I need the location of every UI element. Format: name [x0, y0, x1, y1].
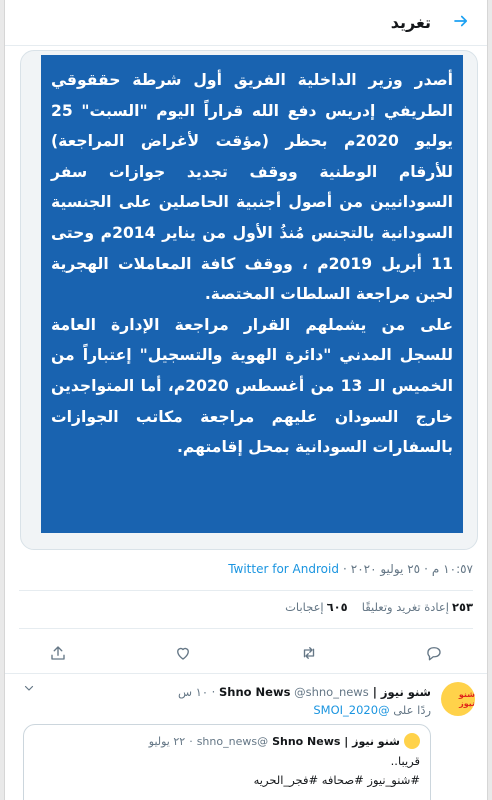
back-arrow-icon[interactable] [449, 11, 473, 35]
tweet-page [4, 0, 488, 800]
meta-separator: · [342, 562, 347, 576]
quote-avatar [404, 733, 420, 749]
page-title: تغريد [390, 13, 431, 32]
tweet-client-link[interactable]: Twitter for Android [228, 562, 339, 576]
quote-hashtags: #شنو_نيوز #صحافه #فجر_الحريه [253, 773, 420, 787]
reply-header [178, 685, 431, 699]
quote-text-line: قريبا.. [390, 754, 420, 768]
divider [5, 673, 487, 674]
replying-mention-link[interactable]: @SMOI_2020 [313, 703, 390, 717]
retweet-icon[interactable] [296, 640, 322, 666]
media-announcement-image [41, 55, 463, 533]
tweet-time[interactable]: ١٠:٥٧ م [431, 562, 473, 576]
share-icon[interactable] [45, 640, 71, 666]
likes-label: إعجابات [285, 600, 324, 614]
meta-separator: · [211, 685, 216, 699]
tweet-timestamp [19, 562, 473, 576]
tweet-actions [45, 640, 447, 666]
retweets-label: إعادة تغريد وتعليقًا [361, 600, 449, 614]
reply-author-handle[interactable]: @shno_news [294, 685, 369, 699]
likes-stat[interactable] [285, 600, 348, 614]
heart-icon[interactable] [170, 640, 196, 666]
avatar[interactable] [441, 682, 475, 716]
quoted-tweet[interactable] [23, 724, 431, 800]
retweets-stat[interactable] [362, 600, 473, 614]
chevron-down-icon[interactable] [23, 682, 35, 697]
quote-header [34, 733, 420, 749]
divider [19, 628, 473, 629]
tweet-media[interactable] [20, 50, 478, 550]
comment-icon[interactable] [421, 640, 447, 666]
quote-author-handle: @shno_news [196, 734, 269, 748]
likes-count: ٦٠٥ [326, 600, 348, 614]
reply-author-name[interactable]: شنو نيوز | Shno News [218, 685, 431, 699]
top-bar [5, 0, 487, 46]
tweet-stats [19, 600, 473, 614]
meta-separator: · [189, 734, 193, 748]
meta-separator: · [424, 562, 428, 576]
retweets-count: ٢٥٣ [451, 600, 473, 614]
reply-time[interactable]: ١٠ س [177, 685, 208, 699]
replying-to [313, 703, 431, 717]
quote-author-name: شنو نيوز | Shno News [272, 734, 400, 748]
reply-tweet[interactable] [5, 676, 487, 800]
replying-prefix: ردًا على [393, 703, 431, 717]
media-announcement-text: أصدر وزير الداخلية الفريق أول شرطة حققوقي الطريفي إدريس دفع الله قراراً اليوم "السبت" 25 يوليو 2020م بحظر (مؤقت لأغراض المراجعة) للأرقام الوطنية ووقف تجديد جوازات سفر السودانيين من أصول أجنبية الحاصلين على الجنسية السودانية بالتجنس مُنذُ الأول من يناير 2014م وحتى 11 أبريل 2019م ، ووقف كافة المعاملات الهجرية لحين مراجعة السلطات المختصة. على من يشملهم القرار مراجعة الإدارة العامة للسجل المدني "دائرة الهوية والتسجيل" إعتباراً من الخميس الـ 13 من أغسطس 2020م، أما المتواجدين خارج السودان عليهم مراجعة مكاتب الجوازات بالسفارات السودانية بمحل إقامتهم. [51, 71, 454, 457]
divider [19, 590, 473, 591]
tweet-date[interactable]: ٢٥ يوليو ٢٠٢٠ [350, 562, 421, 576]
quote-date: ٢٢ يوليو [148, 734, 186, 748]
avatar-logo-text: شنو نيوز [458, 690, 475, 708]
